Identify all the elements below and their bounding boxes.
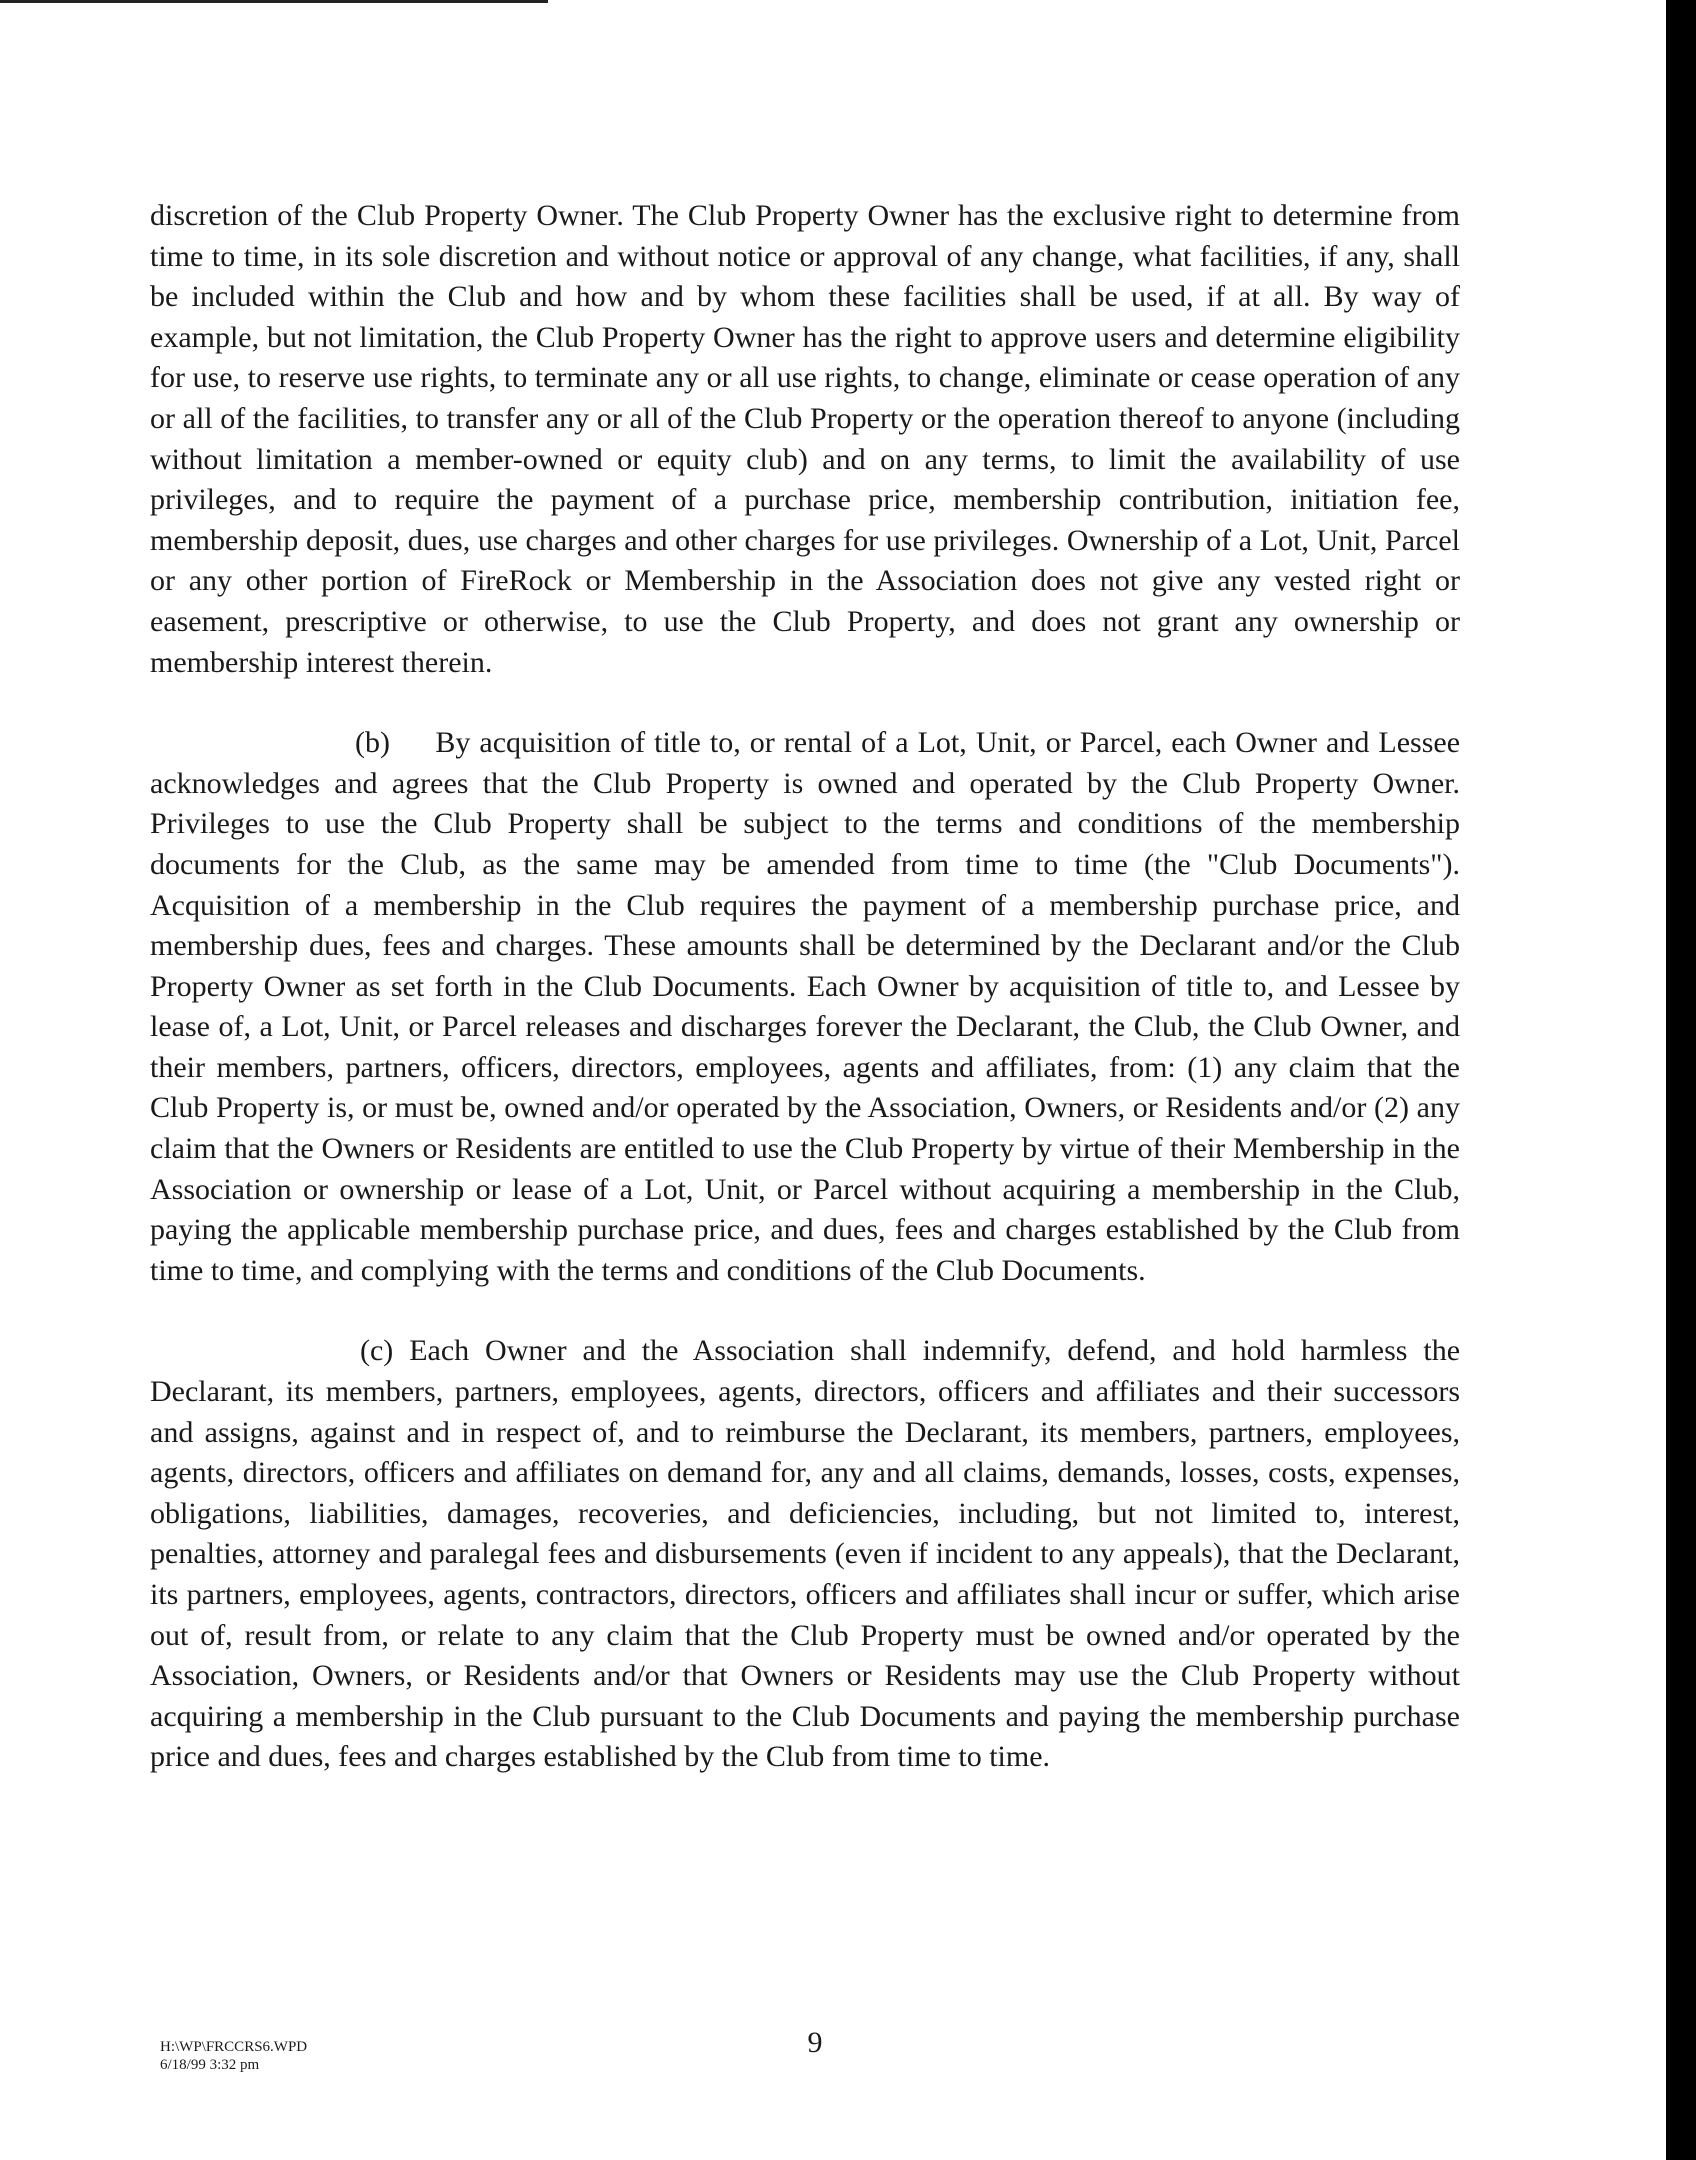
document-body: [150, 196, 1460, 1818]
scan-edge: [1666, 0, 1696, 2160]
page-number: 9: [807, 2026, 823, 2059]
footer-file-path: H:\WP\FRCCRS6.WPD: [160, 2039, 308, 2055]
paragraph-c: [150, 1331, 1460, 1778]
top-rule: [0, 0, 548, 3]
paragraph-b: [150, 723, 1460, 1291]
paragraph-text: Each Owner and the Association shall indemnify, defend, and hold harmless the Declarant, its members, partners, employees, agents, directors, officers and affiliates and their successors and assigns, against and in respect of, and to reimburse the Declarant, its members, partners, employees, agents, directors, officers and affiliates on demand for, any and all claims, demands, losses, costs, expenses, obligations, liabilities, damages, recoveries, and deficiencies, including, but not limited to, interest, penalties, attorney and paralegal fees and disbursements (even if incident to any appeals), that the Declarant, its partners, employees, agents, contractors, directors, officers and affiliates shall incur or suffer, which arise out of, result from, or relate to any claim that the Club Property must be owned and/or operated by the Association, Owners, or Residents and/or that Owners or Residents may use the Club Property without acquiring a membership in the Club pursuant to the Club Documents and paying the membership purchase price and dues, fees and charges established by the Club from time to time.: [150, 1334, 1461, 1774]
paragraph-continuation: [150, 196, 1460, 683]
paragraph-label: (c): [360, 1334, 394, 1368]
footer-timestamp: 6/18/99 3:32 pm: [160, 2057, 260, 2073]
footer-file-info: [160, 2038, 307, 2074]
paragraph-text: By acquisition of title to, or rental of a Lot, Unit, or Parcel, each Owner and Lessee acknowledges and agrees that the Club Property is owned and operated by the Club Property Owner. Privileges to use the Club Property shall be subject to the terms and conditions of the membership documents for the Club, as the same may be amended from time to time (the "Club Documents"). Acquisition of a membership in the Club requires the payment of a membership purchase price, and membership dues, fees and charges. These amounts shall be determined by the Declarant and/or the Club Property Owner as set forth in the Club Documents. Each Owner by acquisition of title to, and Lessee by lease of, a Lot, Unit, or Parcel releases and discharges forever the Declarant, the Club, the Club Owner, and their members, partners, officers, directors, employees, agents and affiliates, from: (1) any claim that the Club Property is, or must be, owned and/or operated by the Association, Owners, or Residents and/or (2) any claim that the Owners or Residents are entitled to use the Club Property by virtue of their Membership in the Association or ownership or lease of a Lot, Unit, or Parcel without acquiring a membership in the Club, paying the applicable membership purchase price, and dues, fees and charges established by the Club from time to time, and complying with the terms and conditions of the Club Documents.: [150, 726, 1461, 1287]
paragraph-label: (b): [355, 726, 390, 760]
paragraph-text: discretion of the Club Property Owner. The Club Property Owner has the exclusive right to determine from time to time, in its sole discretion and without notice or approval of any change, what facilities, if any, shall be included within the Club and how and by whom these facilities shall be used, if at all. By way of example, but not limitation, the Club Property Owner has the right to approve users and determine eligibility for use, to reserve use rights, to terminate any or all use rights, to change, eliminate or cease operation of any or all of the facilities, to transfer any or all of the Club Property or the operation thereof to anyone (including without limitation a member-owned or equity club) and on any terms, to limit the availability of use privileges, and to require the payment of a purchase price, membership contribution, initiation fee, membership deposit, dues, use charges and other charges for use privileges. Ownership of a Lot, Unit, Parcel or any other portion of FireRock or Membership in the Association does not give any vested right or easement, prescriptive or otherwise, to use the Club Property, and does not grant any ownership or membership interest therein.: [150, 199, 1460, 679]
